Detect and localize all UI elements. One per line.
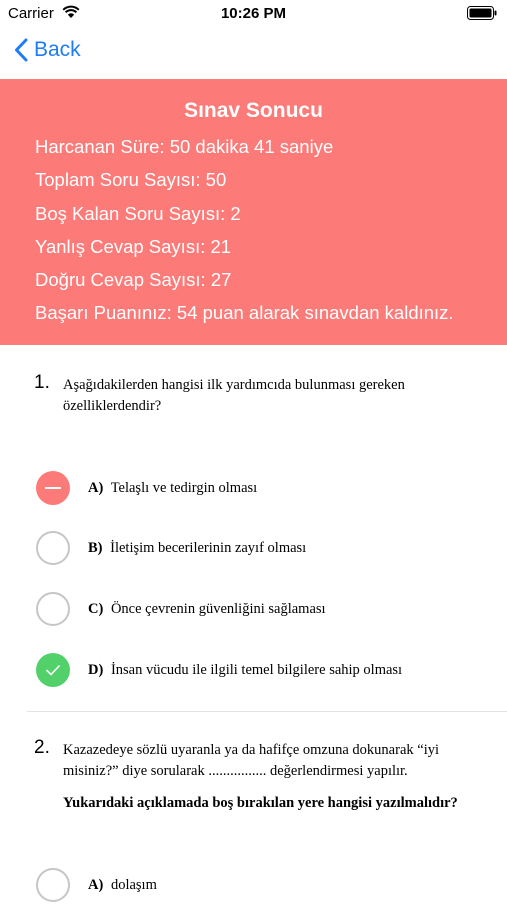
option-text: İnsan vücudu ile ilgili temel bilgilere sahip olması — [110, 661, 403, 678]
blank-questions: Boş Kalan Soru Sayısı: 2 — [35, 203, 241, 224]
question-text — [63, 375, 483, 417]
question-text-line: misiniz?” diye sorularak ................ değerlendirmesi yapılır. — [63, 763, 408, 779]
question-text — [63, 740, 483, 782]
result-title: Sınav Sonucu — [184, 99, 323, 122]
answer-option-b[interactable] — [36, 529, 306, 567]
answer-option-a[interactable] — [36, 469, 257, 507]
question-number: 2. — [34, 737, 50, 758]
wrong-answer-icon — [36, 471, 70, 505]
checkmark-icon — [36, 653, 70, 687]
option-letter: A) — [88, 479, 104, 496]
clock: 10:26 PM — [220, 5, 287, 22]
option-text: Telaşlı ve tedirgin olması — [110, 479, 258, 496]
option-letter: B) — [88, 539, 103, 556]
back-button[interactable] — [14, 38, 81, 62]
battery-icon — [467, 6, 497, 20]
question-number: 1. — [34, 372, 50, 393]
chevron-left-icon — [14, 38, 28, 62]
back-label: Back — [34, 38, 81, 61]
answer-option-c[interactable] — [36, 590, 326, 628]
navigation-bar — [0, 28, 507, 78]
exam-result-panel — [0, 79, 507, 345]
radio-empty-icon — [36, 592, 70, 626]
option-letter: A) — [88, 876, 104, 893]
radio-empty-icon — [36, 868, 70, 902]
answer-option-d[interactable] — [36, 651, 402, 689]
elapsed-time: Harcanan Süre: 50 dakika 41 saniye — [35, 136, 334, 157]
wrong-answers: Yanlış Cevap Sayısı: 21 — [35, 236, 232, 257]
answer-option-a[interactable] — [36, 866, 157, 904]
status-bar — [0, 0, 507, 28]
option-text: dolaşım — [110, 876, 157, 893]
total-questions: Toplam Soru Sayısı: 50 — [35, 169, 227, 190]
option-letter: C) — [88, 600, 104, 617]
question-text-line: özelliklerdendir? — [63, 398, 162, 414]
radio-empty-icon — [36, 531, 70, 565]
option-letter: D) — [88, 661, 104, 678]
correct-answers: Doğru Cevap Sayısı: 27 — [35, 269, 232, 290]
question-prompt: Yukarıdaki açıklamada boş bırakılan yere hangisi yazılmalıdır? — [63, 795, 458, 811]
option-text: Önce çevrenin güvenliğini sağlaması — [110, 600, 326, 617]
question-divider — [27, 711, 507, 712]
question-text-line: Aşağıdakilerden hangisi ilk yardımcıda bulunması gereken — [63, 377, 405, 393]
option-text: İletişim becerilerinin zayıf olması — [110, 539, 307, 556]
score-result: Başarı Puanınız: 54 puan alarak sınavdan kaldınız. — [35, 302, 454, 323]
carrier-label: Carrier — [8, 5, 54, 22]
question-text-line: Kazazedeye sözlü uyaranla ya da hafifçe omzuna dokunarak “iyi — [63, 742, 440, 758]
